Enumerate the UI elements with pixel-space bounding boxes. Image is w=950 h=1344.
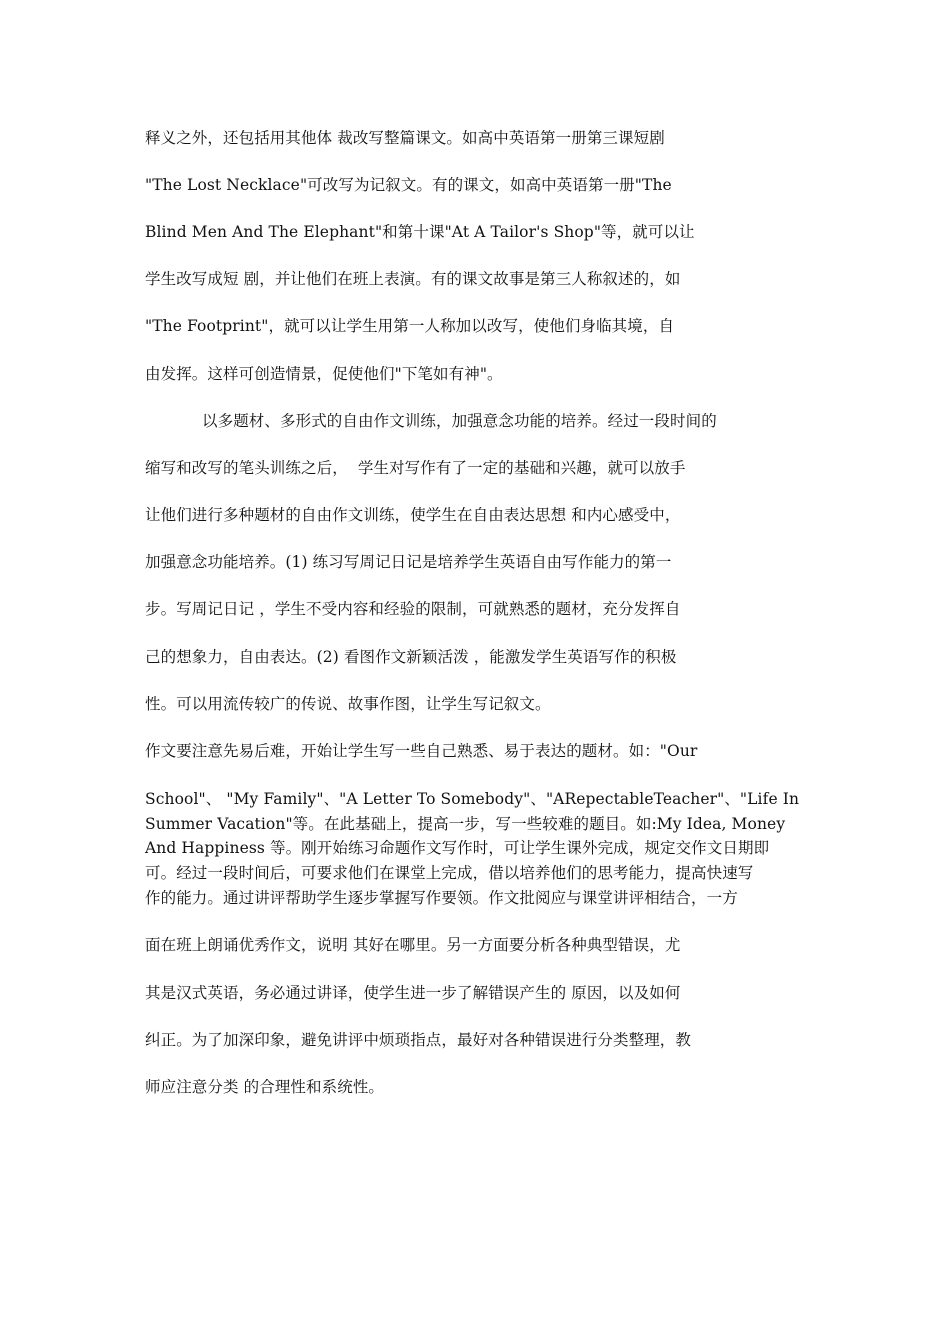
text-line: 由发挥。这样可创造情景，促使他们"下笔如有神"。 [145, 365, 503, 383]
text-line: 步。写周记日记 ，学生不受内容和经验的限制，可就熟悉的题材，充分发挥自 [145, 600, 681, 618]
text-line: 释义之外，还包括用其他体 裁改写整篇课文。如高中英语第一册第三课短剧 [145, 129, 665, 147]
text-line: 己的想象力，自由表达。(2) 看图作文新颖活泼 ，能激发学生英语写作的积极 [145, 648, 677, 666]
text-line: 学生改写成短 剧，并让他们在班上表演。有的课文故事是第三人称叙述的，如 [145, 270, 681, 288]
text-line: 性。可以用流传较广的传说、故事作图，让学生写记叙文。 [145, 695, 551, 713]
text-line: 让他们进行多种题材的自由作文训练，使学生在自由表达思想 和内心感受中， [145, 506, 681, 524]
text-line: And Happiness 等。刚开始练习命题作文写作时，可让学生课外完成，规定交作文日期即 [145, 839, 770, 857]
text-line: 面在班上朗诵优秀作文，说明 其好在哪里。另一方面要分析各种典型错误，尤 [145, 936, 681, 954]
text-line: 其是汉式英语，务必通过讲译，使学生进一步了解错误产生的 原因，以及如何 [145, 984, 681, 1002]
text-line: "The Footprint"，就可以让学生用第一人称加以改写，使他们身临其境，自 [145, 317, 675, 335]
text-line: 缩写和改写的笔头训练之后， 学生对写作有了一定的基础和兴趣，就可以放手 [145, 459, 686, 477]
paragraph-first-line: 作文要注意先易后难，开始让学生写一些自己熟悉、易于表达的题材。如："Our [145, 742, 698, 760]
text-line: 纠正。为了加深印象，避免讲评中烦琐指点，最好对各种错误进行分类整理，教 [145, 1031, 692, 1049]
text-line: 加强意念功能培养。(1) 练习写周记日记是培养学生英语自由写作能力的第一 [145, 553, 672, 571]
paragraph-first-line: 以多题材、多形式的自由作文训练，加强意念功能的培养。经过一段时间的 [202, 412, 717, 430]
text-line: 作的能力。通过讲评帮助学生逐步掌握写作要领。作文批阅应与课堂讲评相结合，一方 [145, 889, 738, 907]
text-line: 师应注意分类 的合理性和系统性。 [145, 1078, 385, 1096]
text-line: "The Lost Necklace"可改写为记叙文。有的课文，如高中英语第一册"The [145, 176, 672, 194]
text-line: Blind Men And The Elephant"和第十课"At A Tailor's Shop"等，就可以让 [145, 223, 695, 241]
text-line: Summer Vacation"等。在此基础上，提高一步，写一些较难的题目。如:My Idea, Money [145, 815, 786, 833]
text-line: School"、 "My Family"、"A Letter To Somebody"、"ARepectableTeacher"、"Life In [145, 790, 800, 808]
text-line: 可。经过一段时间后，可要求他们在课堂上完成，借以培养他们的思考能力，提高快速写 [145, 864, 754, 882]
